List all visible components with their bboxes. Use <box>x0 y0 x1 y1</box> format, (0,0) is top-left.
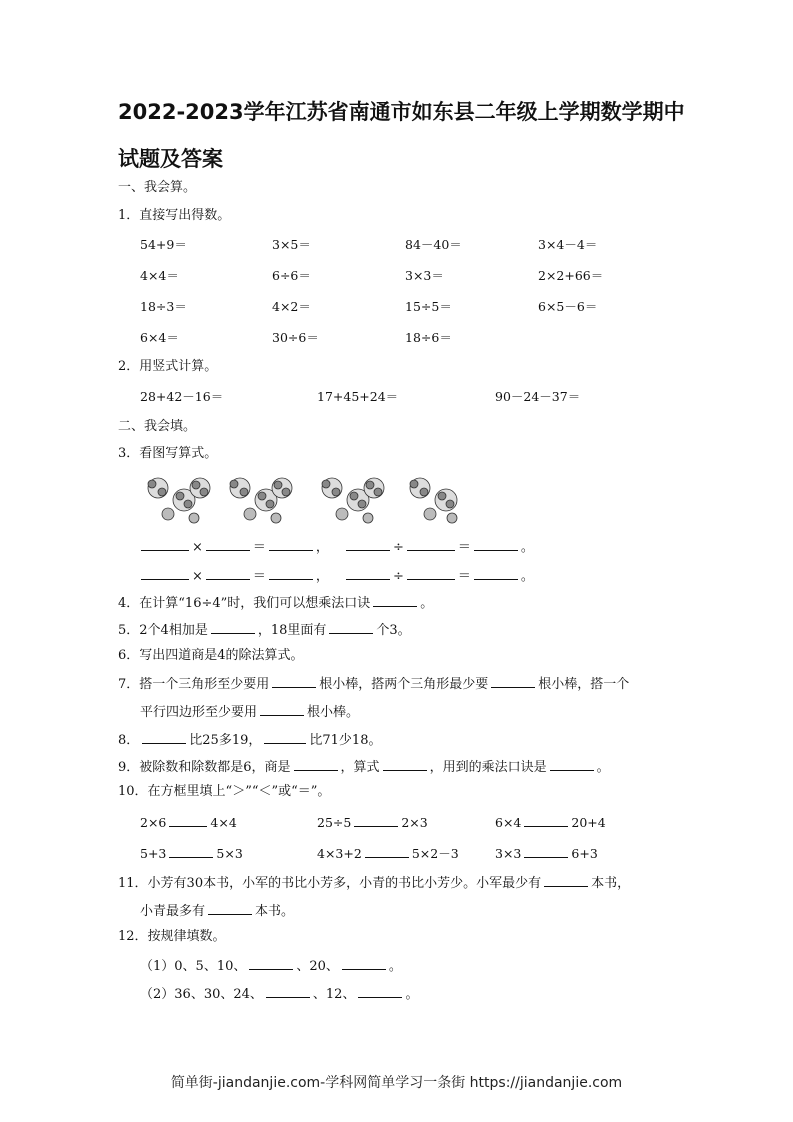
q2-item: 28+42－16＝ <box>140 389 224 404</box>
question-12-part-1: （1）0、5、10、 、20、 。 <box>140 959 402 974</box>
q3-equation-row: × ＝ ， ÷ ＝ 。 <box>138 538 534 556</box>
q1-item: 3×4－4＝ <box>538 237 598 252</box>
answer-blank[interactable] <box>358 985 402 998</box>
answer-blank[interactable] <box>550 758 594 771</box>
answer-blank[interactable] <box>169 814 207 827</box>
q2-item: 90－24－37＝ <box>495 389 581 404</box>
answer-blank[interactable] <box>211 621 255 634</box>
question-4: 4．在计算“16÷4”时，我们可以想乘法口诀 。 <box>118 596 434 611</box>
flower-group-icon <box>230 478 292 523</box>
answer-blank[interactable] <box>407 567 455 580</box>
q10-compare-item: 3×3 6+3 <box>495 846 598 861</box>
question-3-title: 3．看图写算式。 <box>118 446 218 461</box>
question-12-part-2: （2）36、30、24、 、12、 。 <box>140 987 419 1002</box>
q1-item: 84－40＝ <box>405 237 462 252</box>
q1-item: 4×2＝ <box>272 299 311 314</box>
q1-item: 54+9＝ <box>140 237 187 252</box>
answer-blank[interactable] <box>141 567 189 580</box>
question-7-line-2: 平行四边形至少要用 根小棒。 <box>140 705 360 720</box>
flower-group-icon <box>410 478 457 523</box>
answer-blank[interactable] <box>208 902 252 915</box>
q1-item: 3×5＝ <box>272 237 311 252</box>
q1-item: 6×4＝ <box>140 330 179 345</box>
question-5: 5．2个4相加是 ，18里面有 个3。 <box>118 623 411 638</box>
question-1-title: 1．直接写出得数。 <box>118 208 231 223</box>
answer-blank[interactable] <box>524 814 568 827</box>
answer-blank[interactable] <box>342 957 386 970</box>
q1-item: 18÷6＝ <box>405 330 452 345</box>
q1-item: 30÷6＝ <box>272 330 319 345</box>
title-line-2: 试题及答案 <box>118 147 223 171</box>
answer-blank[interactable] <box>354 814 398 827</box>
q10-compare-item: 25÷5 2×3 <box>317 815 428 830</box>
answer-blank[interactable] <box>346 567 390 580</box>
question-2-title: 2．用竖式计算。 <box>118 359 218 374</box>
answer-blank[interactable] <box>249 957 293 970</box>
flower-group-icon <box>148 478 210 523</box>
answer-blank[interactable] <box>407 538 455 551</box>
q10-compare-item: 6×4 20+4 <box>495 815 606 830</box>
q2-item: 17+45+24＝ <box>317 389 399 404</box>
answer-blank[interactable] <box>474 538 518 551</box>
answer-blank[interactable] <box>383 758 427 771</box>
answer-blank[interactable] <box>264 731 306 744</box>
question-11-line-1: 11．小芳有30本书，小军的书比小芳多，小青的书比小芳少。小军最少有 本书， <box>118 876 631 891</box>
q1-item: 4×4＝ <box>140 268 179 283</box>
answer-blank[interactable] <box>269 567 313 580</box>
answer-blank[interactable] <box>260 703 304 716</box>
answer-blank[interactable] <box>524 845 568 858</box>
question-7-line-1: 7．搭一个三角形至少要用 根小棒，搭两个三角形最少要 根小棒，搭一个 <box>118 677 630 692</box>
q1-item: 15÷5＝ <box>405 299 452 314</box>
flower-group-icon <box>322 478 384 523</box>
q1-item: 18÷3＝ <box>140 299 187 314</box>
title-line-1: 2022-2023学年江苏省南通市如东县二年级上学期数学期中 <box>118 100 685 124</box>
question-9: 9．被除数和除数都是6，商是 ，算式 ，用到的乘法口诀是 。 <box>118 760 610 775</box>
answer-blank[interactable] <box>266 985 310 998</box>
q3-equation-row: × ＝ ， ÷ ＝ 。 <box>138 567 534 585</box>
section-heading-1: 一、我会算。 <box>118 180 197 195</box>
answer-blank[interactable] <box>329 621 373 634</box>
answer-blank[interactable] <box>142 731 186 744</box>
question-10-title: 10．在方框里填上“＞”“＜”或“＝”。 <box>118 784 331 799</box>
answer-blank[interactable] <box>365 845 409 858</box>
q10-compare-item: 2×6 4×4 <box>140 815 237 830</box>
answer-blank[interactable] <box>206 567 250 580</box>
page-footer: 简单街-jiandanjie.com-学科网简单学习一条街 https://jiandanjie.com <box>170 1075 623 1091</box>
answer-blank[interactable] <box>169 845 213 858</box>
answer-blank[interactable] <box>206 538 250 551</box>
question-12-title: 12．按规律填数。 <box>118 929 226 944</box>
section-heading-2: 二、我会填。 <box>118 419 197 434</box>
q10-compare-item: 4×3+2 5×2－3 <box>317 846 459 861</box>
answer-blank[interactable] <box>141 538 189 551</box>
question-11-line-2: 小青最多有 本书。 <box>140 904 295 919</box>
answer-blank[interactable] <box>373 594 417 607</box>
answer-blank[interactable] <box>474 567 518 580</box>
q1-item: 6×5－6＝ <box>538 299 598 314</box>
q10-compare-item: 5+3 5×3 <box>140 846 243 861</box>
q1-item: 2×2+66＝ <box>538 268 604 283</box>
answer-blank[interactable] <box>346 538 390 551</box>
answer-blank[interactable] <box>294 758 338 771</box>
q1-item: 6÷6＝ <box>272 268 311 283</box>
question-6: 6．写出四道商是4的除法算式。 <box>118 648 304 663</box>
answer-blank[interactable] <box>269 538 313 551</box>
q1-item: 3×3＝ <box>405 268 444 283</box>
answer-blank[interactable] <box>272 675 316 688</box>
answer-blank[interactable] <box>544 874 588 887</box>
flower-groups-image <box>138 470 468 530</box>
answer-blank[interactable] <box>491 675 535 688</box>
question-8: 8． 比25多19， 比71少18。 <box>118 733 382 748</box>
